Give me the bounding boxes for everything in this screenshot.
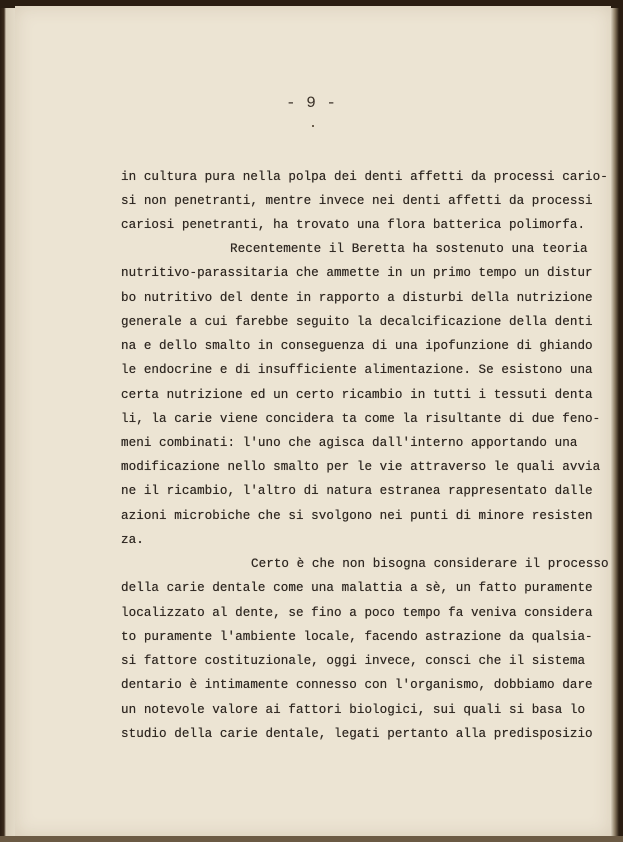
scan-left-edge bbox=[0, 8, 15, 842]
text-line: nutritivo-parassitaria che ammette in un primo tempo un distur bbox=[121, 266, 593, 280]
text-line: in cultura pura nella polpa dei denti affetti da processi cario- bbox=[121, 170, 608, 184]
text-line: bo nutritivo del dente in rapporto a disturbi della nutrizione bbox=[121, 291, 593, 305]
text-line: della carie dentale come una malattia a sè, un fatto puramente bbox=[121, 581, 593, 595]
scan-right-edge bbox=[611, 8, 623, 842]
text-line: cariosi penetranti, ha trovato una flora batterica polimorfa. bbox=[121, 218, 586, 232]
text-line: Recentemente il Beretta ha sostenuto una teoria bbox=[230, 242, 588, 256]
text-line: za. bbox=[121, 533, 144, 547]
text-line: meni combinati: l'uno che agisca dall'interno apportando una bbox=[121, 436, 578, 450]
page-number: - 9 - bbox=[286, 94, 337, 112]
text-line: studio della carie dentale, legati pertanto alla predisposizio bbox=[121, 727, 593, 741]
text-line: certa nutrizione ed un certo ricambio in tutti i tessuti denta bbox=[121, 388, 593, 402]
text-line: si non penetranti, mentre invece nei denti affetti da processi bbox=[121, 194, 593, 208]
text-line: modificazione nello smalto per le vie attraverso le quali avvia bbox=[121, 460, 601, 474]
scan-bottom-edge bbox=[0, 836, 623, 842]
text-line: na e dello smalto in conseguenza di una ipofunzione di ghiando bbox=[121, 339, 593, 353]
text-line: to puramente l'ambiente locale, facendo astrazione da qualsia- bbox=[121, 630, 593, 644]
text-line: ne il ricambio, l'altro di natura estranea rappresentato dalle bbox=[121, 484, 593, 498]
text-line: si fattore costituzionale, oggi invece, consci che il sistema bbox=[121, 654, 586, 668]
type-speck bbox=[312, 125, 314, 127]
text-line: Certo è che non bisogna considerare il processo bbox=[251, 557, 609, 571]
text-line: dentario è intimamente connesso con l'organismo, dobbiamo dare bbox=[121, 678, 593, 692]
text-line: azioni microbiche che si svolgono nei punti di minore resisten bbox=[121, 509, 593, 523]
text-line: localizzato al dente, se fino a poco tempo fa veniva considera bbox=[121, 606, 593, 620]
text-line: le endocrine e di insufficiente alimentazione. Se esistono una bbox=[121, 363, 593, 377]
text-line: generale a cui farebbe seguito la decalcificazione della denti bbox=[121, 315, 593, 329]
text-line: li, la carie viene concidera ta come la risultante di due feno- bbox=[121, 412, 601, 426]
text-line: un notevole valore ai fattori biologici, sui quali si basa lo bbox=[121, 703, 586, 717]
